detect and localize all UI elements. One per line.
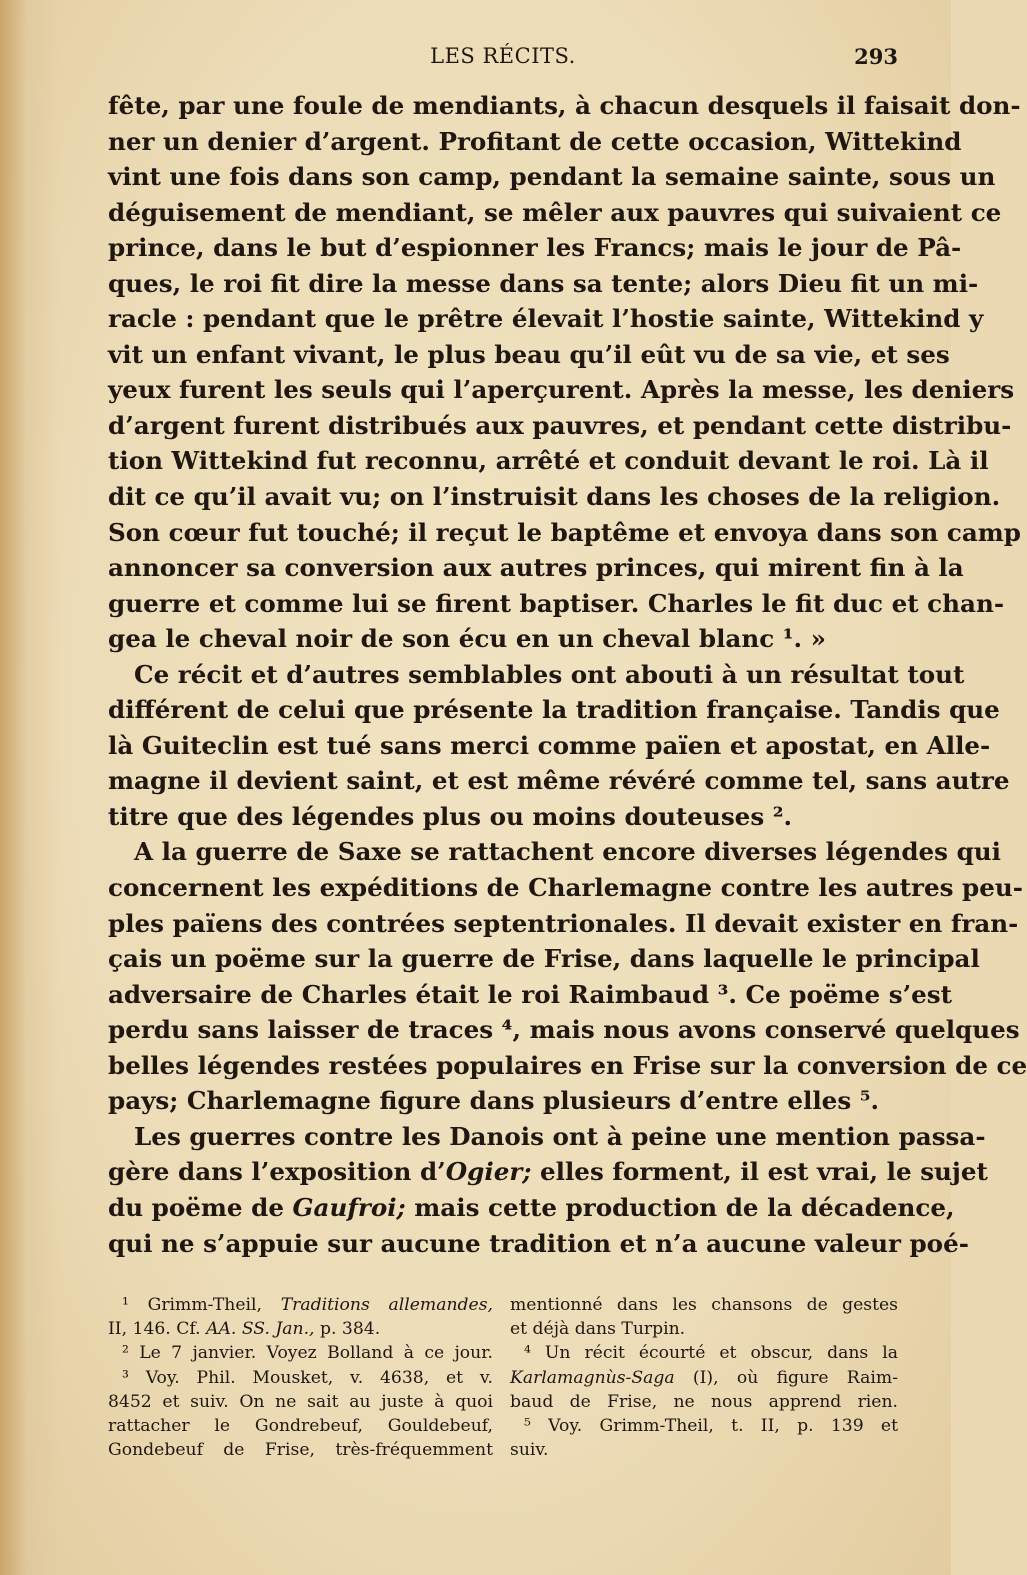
text-line: ner un denier d’argent. Profitant de cette occasion, Wittekind xyxy=(108,126,962,156)
page-number: 293 xyxy=(854,44,898,69)
italic-title-ogier: Ogier; xyxy=(445,1157,532,1187)
footnote-line: ⁵ Voy. Grimm-Theil, t. II, p. 139 et xyxy=(524,1415,898,1436)
text-line: prince, dans le but d’espionner les Francs; mais le jour de Pâ- xyxy=(108,233,962,263)
text-line: Ce récit et d’autres semblables ont abouti à un résultat tout xyxy=(134,659,965,689)
text-run: mais cette production de la décadence, xyxy=(405,1192,955,1222)
text-line xyxy=(108,1190,955,1226)
text-line: vint une fois dans son camp, pendant la semaine sainte, sous un xyxy=(108,162,996,192)
text-line: A la guerre de Saxe se rattachent encore diverses légendes qui xyxy=(134,837,1002,867)
footnote-line xyxy=(510,1366,898,1390)
text-line: concernent les expéditions de Charlemagne contre les autres peu- xyxy=(108,873,1023,903)
footnote-line: rattacher le Gondrebeuf, Gouldebeuf, xyxy=(108,1415,493,1436)
footnote-line: ⁴ Un récit écourté et obscur, dans la xyxy=(524,1343,898,1364)
text-line xyxy=(108,1154,988,1190)
footnotes-left-column xyxy=(108,1293,493,1462)
footnote-line: Gondebeuf de Frise, très-fréquemment xyxy=(108,1440,493,1461)
text-line: Les guerres contre les Danois ont à peine une mention passa- xyxy=(134,1121,986,1151)
text-line: gea le cheval noir de son écu en un cheval blanc ¹. » xyxy=(108,624,827,654)
text-run: p. 384. xyxy=(314,1319,381,1340)
text-line: perdu sans laisser de traces ⁴, mais nous avons conservé quelques xyxy=(108,1015,1020,1045)
text-line: dit ce qu’il avait vu; on l’instruisit dans les choses de la religion. xyxy=(108,482,1001,512)
text-run: du poëme de xyxy=(108,1192,293,1222)
footnote-line xyxy=(108,1293,493,1317)
text-line: ques, le roi fit dire la messe dans sa tente; alors Dieu fit un mi- xyxy=(108,268,979,298)
text-line: racle : pendant que le prêtre élevait l’hostie sainte, Wittekind y xyxy=(108,304,984,334)
text-line: adversaire de Charles était le roi Raimbaud ³. Ce poëme s’est xyxy=(108,979,952,1009)
running-title: LES RÉCITS. xyxy=(430,44,576,68)
footnotes-right-column xyxy=(510,1293,898,1462)
text-line: d’argent furent distribués aux pauvres, et pendant cette distribu- xyxy=(108,410,1012,440)
footnote-line: ² Le 7 janvier. Voyez Bolland à ce jour. xyxy=(122,1343,493,1364)
footnote-line: et déjà dans Turpin. xyxy=(510,1319,686,1340)
footnote-line: baud de Frise, ne nous apprend rien. xyxy=(510,1391,898,1412)
text-line: çais un poëme sur la guerre de Frise, dans laquelle le principal xyxy=(108,944,980,974)
text-line: ples païens des contrées septentrionales. Il devait exister en fran- xyxy=(108,908,1019,938)
footnote-line: 8452 et suiv. On ne sait au juste à quoi xyxy=(108,1391,493,1412)
main-text xyxy=(108,88,1027,1261)
text-line: là Guiteclin est tué sans merci comme païen et apostat, en Alle- xyxy=(108,730,991,760)
page-header xyxy=(108,44,898,74)
footnote-line: mentionné dans les chansons de gestes xyxy=(510,1295,898,1315)
text-line: différent de celui que présente la tradition française. Tandis que xyxy=(108,695,1000,725)
text-line: magne il devient saint, et est même révéré comme tel, sans autre xyxy=(108,766,1010,796)
text-line: guerre et comme lui se firent baptiser. Charles le fit duc et chan- xyxy=(108,588,1005,618)
text-line: vit un enfant vivant, le plus beau qu’il eût vu de sa vie, et ses xyxy=(108,339,950,369)
footnote-line xyxy=(108,1317,493,1341)
text-line: fête, par une foule de mendiants, à chacun desquels il faisait don- xyxy=(108,91,1021,120)
text-line: yeux furent les seuls qui l’aperçurent. Après la messe, les deniers xyxy=(108,375,1015,405)
text-line: qui ne s’appuie sur aucune tradition et n’a aucune valeur poé- xyxy=(108,1228,969,1258)
footnote-line: ³ Voy. Phil. Mousket, v. 4638, et v. xyxy=(122,1367,493,1388)
italic-title: AA. SS. Jan., xyxy=(206,1319,315,1340)
text-line: déguisement de mendiant, se mêler aux pauvres qui suivaient ce xyxy=(108,197,1002,227)
text-run: elles forment, il est vrai, le sujet xyxy=(531,1157,988,1187)
italic-title: Traditions allemandes, xyxy=(280,1295,493,1315)
italic-title-gaufroi: Gaufroi; xyxy=(292,1192,406,1222)
text-line: belles légendes restées populaires en Frise sur la conversion de ce xyxy=(108,1050,1027,1080)
text-line: tion Wittekind fut reconnu, arrêté et conduit devant le roi. Là il xyxy=(108,446,989,476)
text-run: (I), où figure Raim- xyxy=(674,1367,898,1388)
text-run: II, 146. Cf. xyxy=(108,1319,207,1340)
text-line: pays; Charlemagne figure dans plusieurs d’entre elles ⁵. xyxy=(108,1086,880,1116)
footnote-line: suiv. xyxy=(510,1440,549,1461)
page-edge-shading xyxy=(0,0,60,1575)
text-run: gère dans l’exposition d’ xyxy=(108,1157,446,1187)
text-run: ¹ Grimm-Theil, xyxy=(122,1295,281,1315)
text-line: titre que des légendes plus ou moins douteuses ². xyxy=(108,801,793,831)
text-line: annoncer sa conversion aux autres princes, qui mirent fin à la xyxy=(108,553,964,583)
text-line: Son cœur fut touché; il reçut le baptême et envoya dans son camp xyxy=(108,517,1022,547)
italic-title: Karlamagnùs-Saga xyxy=(510,1367,675,1388)
